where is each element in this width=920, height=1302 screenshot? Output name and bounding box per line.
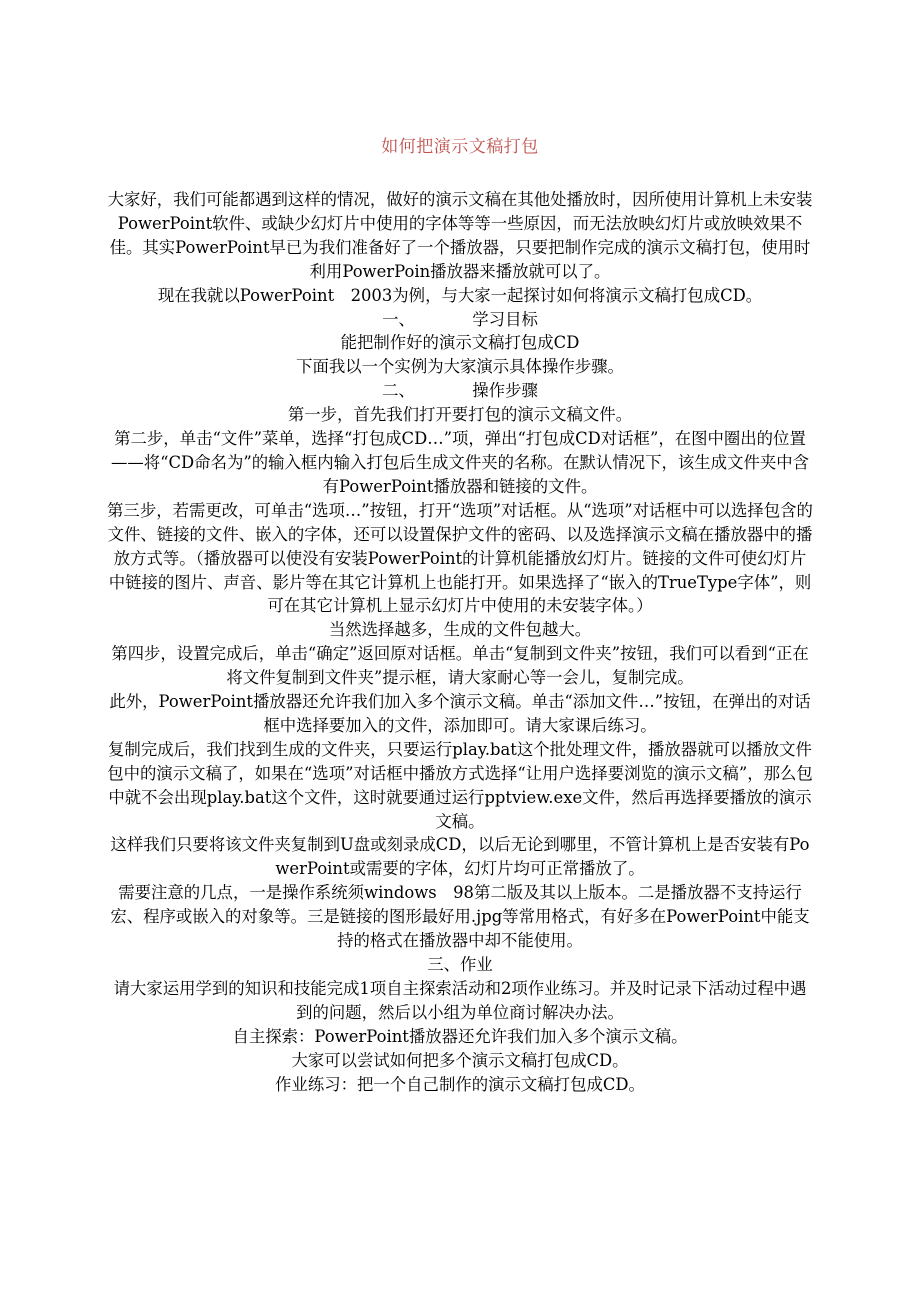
paragraph-example-version: 现在我就以PowerPoint 2003为例，与大家一起探讨如何将演示文稿打包成CD。 xyxy=(157,285,763,305)
section-heading-homework: 三、作业 xyxy=(427,955,493,974)
paragraph-step-4: 第四步，设置完成后，单击“确定”返回原对话框。单击“复制到文件夹”按钮，我们可以看到“正在将文件复制到文件夹”提示框，请大家耐心等一会儿，复制完成。 xyxy=(111,644,809,688)
paragraph-portable: 这样我们只要将该文件夹复制到U盘或刻录成CD，以后无论到哪里，不管计算机上是否安装有PowerPoint或需要的字体，幻灯片均可正常播放了。 xyxy=(110,835,810,879)
section-heading-goals: 一、 学习目标 xyxy=(382,309,538,329)
paragraph-more-options: 当然选择越多，生成的文件包越大。 xyxy=(328,620,592,640)
paragraph-self-explore: 自主探索：PowerPoint播放器还允许我们加入多个演示文稿。 xyxy=(232,1026,688,1046)
paragraph-homework-intro: 请大家运用学到的知识和技能完成1项自主探索活动和2项作业练习。并及时记录下活动过程中遇到的问题，然后以小组为单位商讨解决办法。 xyxy=(113,978,807,1022)
paragraph-after-copy: 复制完成后，我们找到生成的文件夹，只要运行play.bat这个批处理文件，播放器就可以播放文件包中的演示文稿了，如果在“选项”对话框中播放方式选择“让用户选择要浏览的演示文稿”，那么包中就不会出现play.bat这个文件，这时就要通过运行pptview.exe文件，然后再选择要播放的演示文稿。 xyxy=(107,739,813,831)
paragraph-goal: 能把制作好的演示文稿打包成CD xyxy=(340,333,580,353)
paragraph-demo-intro: 下面我以一个实例为大家演示具体操作步骤。 xyxy=(296,357,624,377)
paragraph-notes: 需要注意的几点，一是操作系统须windows 98第二版及其以上版本。二是播放器不支持运行宏、程序或嵌入的对象等。三是链接的图形最好用.jpg等常用格式，有好多在PowerPoint中能支持的格式在播放器中却不能使用。 xyxy=(110,883,810,951)
section-heading-steps: 二、 操作步骤 xyxy=(382,381,538,401)
paragraph-intro: 大家好，我们可能都遇到这样的情况，做好的演示文稿在其他处播放时，因所使用计算机上未安装PowerPoint软件、或缺少幻灯片中使用的字体等等一些原因，而无法放映幻灯片或放映效果不佳。其实PowerPoint早已为我们准备好了一个播放器，只要把制作完成的演示文稿打包，使用时利用PowerPoin播放器来播放就可以了。 xyxy=(107,190,813,281)
paragraph-exercise: 作业练习：把一个自己制作的演示文稿打包成CD。 xyxy=(275,1074,645,1094)
document-body xyxy=(106,188,814,1096)
paragraph-step-3: 第三步，若需更改，可单击“选项…”按钮，打开“选项”对话框。从“选项”对话框中可以选择包含的文件、链接的文件、嵌入的字体，还可以设置保护文件的密码、以及选择演示文稿在播放器中的播放方式等。（播放器可以使没有安装PowerPoint的计算机能播放幻灯片。链接的文件可使幻灯片中链接的图片、声音、影片等在其它计算机上也能打开。如果选择了“嵌入的TrueType字体”，则可在其它计算机上显示幻灯片中使用的未安装字体。） xyxy=(107,500,813,616)
paragraph-add-files: 此外，PowerPoint播放器还允许我们加入多个演示文稿。单击“添加文件…”按钮，在弹出的对话框中选择要加入的文件，添加即可。请大家课后练习。 xyxy=(109,692,811,735)
paragraph-try-multiple: 大家可以尝试如何把多个演示文稿打包成CD。 xyxy=(291,1050,629,1070)
paragraph-step-1: 第一步，首先我们打开要打包的演示文稿文件。 xyxy=(287,405,633,425)
document-title: 如何把演示文稿打包 xyxy=(381,137,539,157)
document-page xyxy=(106,0,814,1096)
paragraph-step-2: 第二步，单击“文件”菜单，选择“打包成CD…”项，弹出“打包成CD对话框”，在图中圈出的位置——将“CD命名为”的输入框内输入打包后生成文件夹的名称。在默认情况下，该生成文件夹中含有PowerPoint播放器和链接的文件。 xyxy=(110,429,810,496)
